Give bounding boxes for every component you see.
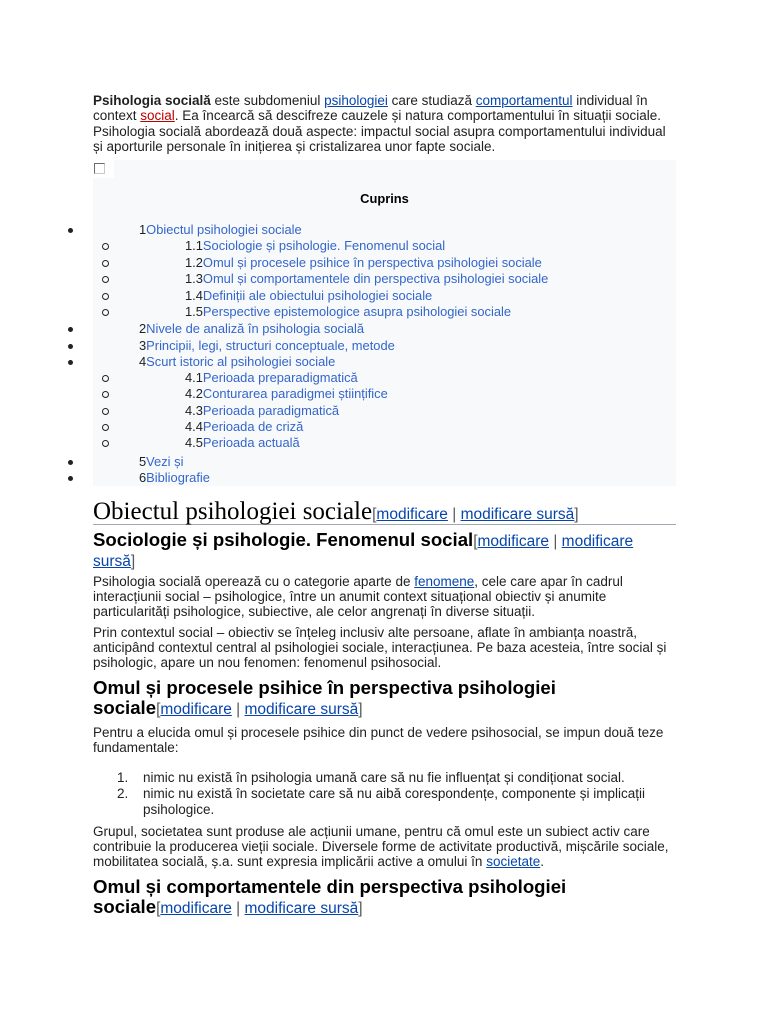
paragraph-text: , cele care apar în cadrul xyxy=(474,574,623,589)
paragraph-line: Psihologia socială abordează două aspecte: impactul social asupra comportamentului individual xyxy=(93,123,666,139)
edit-bracket-close: ] xyxy=(358,701,363,718)
redlink-social[interactable]: social xyxy=(140,108,175,124)
toc-bullet xyxy=(68,228,73,233)
paragraph xyxy=(93,574,623,619)
toc-item-1-1[interactable] xyxy=(185,238,445,254)
toc-link-bibliografie[interactable]: Bibliografie xyxy=(146,470,210,485)
toc-link-obiectul[interactable]: Obiectul psihologiei sociale xyxy=(146,222,302,237)
list-text: nimic nu există în societate care să nu aibă corespondențe, componente și implicații psihologice. xyxy=(143,786,646,817)
edit-link[interactable]: modificare xyxy=(376,506,448,523)
edit-section xyxy=(372,506,578,523)
toc-item-4-3[interactable] xyxy=(185,403,339,419)
paragraph xyxy=(93,625,666,670)
toc-number: 1.5 xyxy=(185,304,203,319)
paragraph-line: anticipând contextul central al psihologiei sociale, interacțiunea. Pe baza acesteia, între social și xyxy=(93,640,667,655)
toc-number: 3 xyxy=(139,338,147,353)
paragraph-text: context xyxy=(93,108,141,124)
edit-bracket-close: ] xyxy=(358,900,363,917)
toc-sub-bullet xyxy=(102,293,109,300)
toc-sub-bullet xyxy=(102,391,109,398)
paragraph-text: Psihologia socială operează cu o categorie aparte de xyxy=(93,574,415,589)
paragraph-line: Prin contextul social – obiectiv se înțeleg inclusiv alte persoane, aflate în ambianța noastră, xyxy=(93,625,638,640)
toc-item-1[interactable] xyxy=(139,222,302,238)
toc-sub-bullet xyxy=(102,260,109,267)
link-fenomene[interactable]: fenomene xyxy=(414,574,475,589)
list-text: nimic nu există în psihologia umană care să nu fie influențat și condiționat social. xyxy=(143,770,625,785)
toc-bullet xyxy=(68,327,73,332)
list-item xyxy=(0,770,768,786)
toc-number: 4.1 xyxy=(185,370,203,385)
edit-link[interactable]: modificare xyxy=(160,701,232,718)
edit-source-link[interactable]: modificare sursă xyxy=(93,533,634,570)
toc-item-4-4[interactable] xyxy=(185,419,303,435)
paragraph-line xyxy=(93,108,666,123)
paragraph-line: Grupul, societatea sunt produse ale acțiunii umane, pentru că omul este un subiect activ care xyxy=(93,824,650,839)
subsection-title: Omul și comportamentele din perspectiva psihologiei sociale xyxy=(93,876,567,917)
toc-item-1-2[interactable] xyxy=(185,255,542,271)
edit-bracket-open: [ xyxy=(156,701,161,718)
toc-item-6[interactable] xyxy=(139,470,210,486)
toc-bullet xyxy=(68,460,73,465)
paragraph-line xyxy=(93,93,666,108)
toc-number: 1.3 xyxy=(185,271,203,286)
paragraph-line: particularități psihologice, subiective, ale celor angrenați în diverse situații. xyxy=(93,604,535,619)
section-heading xyxy=(93,499,676,525)
paragraph xyxy=(93,725,663,755)
edit-separator: | xyxy=(231,701,245,718)
toc-sub-bullet xyxy=(102,243,109,250)
toc-number: 6 xyxy=(139,470,147,485)
toc-link-actuala[interactable]: Perioada actuală xyxy=(202,435,300,450)
paragraph-text: . Ea încearcă să descifreze cauzele și natura comportamentului în situații sociale. xyxy=(174,108,662,124)
paragraph-line: interacțiunii social – psihologice, între un anumit context situațional obiectiv și anumite xyxy=(93,589,607,604)
toc-sub-bullet xyxy=(102,375,109,382)
toc-number: 1.4 xyxy=(185,288,203,303)
toc-item-4-1[interactable] xyxy=(185,370,358,386)
toc-title: Cuprins xyxy=(360,191,409,206)
toc-link-vezi-si[interactable]: Vezi și xyxy=(146,454,184,469)
edit-link[interactable]: modificare xyxy=(160,900,232,917)
edit-bracket-close: ] xyxy=(574,506,579,523)
toc-number: 5 xyxy=(139,454,147,469)
toc-number: 1.2 xyxy=(185,255,203,270)
edit-bracket-open: [ xyxy=(372,506,377,523)
toc-item-1-5[interactable] xyxy=(185,304,511,320)
subsection-title: Omul și procesele psihice în perspectiva psihologiei sociale xyxy=(93,677,556,718)
toc-sub-bullet xyxy=(102,440,109,447)
link-psihologiei[interactable]: psihologiei xyxy=(324,93,388,108)
paragraph-line xyxy=(93,574,623,589)
edit-section xyxy=(156,701,362,718)
paragraph-line: contribuie la producerea vieții sociale. Diversele forme de activitate productivă, mișcările sociale, xyxy=(93,839,669,854)
subsection-heading xyxy=(93,531,658,571)
toc-link-preparadigmatica[interactable]: Perioada preparadigmatică xyxy=(202,370,358,385)
toc-number: 4.4 xyxy=(185,419,203,434)
paragraph-line: și aporturile personale în inițierea și cristalizarea unor fapte sociale. xyxy=(93,138,496,154)
toc-item-4[interactable] xyxy=(139,354,335,370)
section-title: Obiectul psihologiei sociale xyxy=(93,498,373,525)
toc-item-4-5[interactable] xyxy=(185,435,300,451)
edit-separator: | xyxy=(231,900,245,917)
intro-paragraph xyxy=(93,93,666,154)
edit-link[interactable]: modificare xyxy=(477,533,550,550)
paragraph-text: . xyxy=(540,854,544,869)
toc-link-definitii[interactable]: Definiții ale obiectului psihologiei sociale xyxy=(202,288,433,303)
edit-separator: | xyxy=(447,506,461,523)
edit-section xyxy=(156,900,362,917)
toc-sub-bullet xyxy=(102,276,109,283)
toc-item-3[interactable] xyxy=(139,338,395,354)
toc-number: 4 xyxy=(139,354,147,369)
edit-bracket-open: [ xyxy=(156,900,161,917)
toc-item-2[interactable] xyxy=(139,321,364,337)
toc-link-sociologie[interactable]: Sociologie și psihologie. Fenomenul social xyxy=(202,238,446,253)
edit-source-link[interactable]: modificare sursă xyxy=(244,900,359,917)
toc-item-1-3[interactable] xyxy=(185,271,548,287)
link-comportamentul[interactable]: comportamentul xyxy=(475,93,573,108)
edit-bracket-close: ] xyxy=(130,553,136,570)
toc-item-1-4[interactable] xyxy=(185,288,432,304)
paragraph-text: este subdomeniul xyxy=(210,93,325,108)
toc-number: 2 xyxy=(139,321,147,336)
toc-sub-bullet xyxy=(102,408,109,415)
paragraph-text: care studiază xyxy=(387,93,476,108)
toc-link-procese-psihice[interactable]: Omul și procesele psihice în perspectiva psihologiei sociale xyxy=(202,255,542,270)
toc-number: 1 xyxy=(139,222,147,237)
toc-bullet xyxy=(68,476,73,481)
list-item xyxy=(0,786,768,818)
paragraph-line xyxy=(93,854,669,869)
paragraph-text: mobilitatea socială, ș.a. sunt expresia implicării active a omului în xyxy=(93,854,487,869)
toc-item-4-2[interactable] xyxy=(185,386,388,402)
toc-sub-bullet xyxy=(102,424,109,431)
toc-sub-bullet xyxy=(102,309,109,316)
edit-bracket-open: [ xyxy=(473,533,478,550)
list-number: 2. xyxy=(117,786,129,801)
link-societate[interactable]: societate xyxy=(486,854,541,869)
intro-term: Psihologia socială xyxy=(93,93,211,108)
paragraph-line: fundamentale: xyxy=(93,740,179,755)
toc-link-comportamente[interactable]: Omul și comportamentele din perspectiva psihologiei sociale xyxy=(202,271,549,286)
toc-number: 1.1 xyxy=(185,238,203,253)
toc-link-principii[interactable]: Principii, legi, structuri conceptuale, metode xyxy=(146,338,395,353)
edit-source-link[interactable]: modificare sursă xyxy=(244,701,359,718)
subsection-heading xyxy=(93,877,676,919)
subsection-title: Sociologie și psihologie. Fenomenul social xyxy=(93,529,474,550)
toc-bullet xyxy=(68,344,73,349)
toc-link-conturarea[interactable]: Conturarea paradigmei științifice xyxy=(202,386,388,401)
edit-separator: | xyxy=(549,533,562,550)
toc-number: 4.5 xyxy=(185,435,203,450)
toc-number: 4.3 xyxy=(185,403,203,418)
toc-item-5[interactable] xyxy=(139,454,183,470)
toc-number: 4.2 xyxy=(185,386,203,401)
subsection-heading xyxy=(93,678,676,720)
toc-link-nivele[interactable]: Nivele de analiză în psihologia socială xyxy=(146,321,365,336)
edit-source-link[interactable]: modificare sursă xyxy=(460,506,575,523)
paragraph-line: Pentru a elucida omul și procesele psihice din punct de vedere psihosocial, se impun două teze xyxy=(93,725,664,740)
paragraph-line: psihologic, apare un nou fenomen: fenomenul psihosocial. xyxy=(93,655,442,670)
toc-bullet xyxy=(68,360,73,365)
paragraph xyxy=(93,824,669,869)
paragraph-text: individual în xyxy=(572,93,648,108)
toc-link-istoric[interactable]: Scurt istoric al psihologiei sociale xyxy=(146,354,336,369)
toc-link-paradigmatica[interactable]: Perioada paradigmatică xyxy=(202,403,340,418)
toc-toggle-checkbox[interactable] xyxy=(94,163,105,174)
toc-link-perspective[interactable]: Perspective epistemologice asupra psihologiei sociale xyxy=(202,304,512,319)
toc-link-criza[interactable]: Perioada de criză xyxy=(202,419,304,434)
list-number: 1. xyxy=(117,770,129,785)
